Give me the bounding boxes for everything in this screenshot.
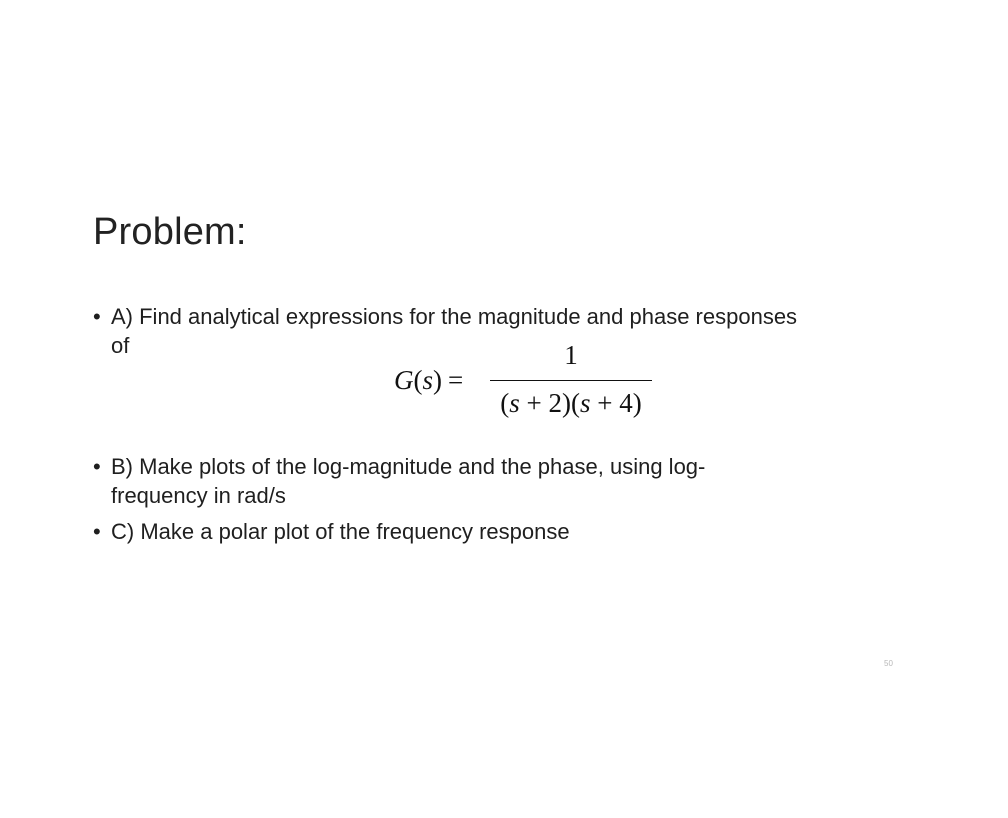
bullet-c-line-1: C) Make a polar plot of the frequency response: [111, 519, 570, 544]
denominator-var-2: s: [580, 388, 591, 418]
bullet-a-line-2: of: [111, 333, 130, 358]
equation-lhs-open: (: [413, 365, 423, 395]
bullet-marker: •: [93, 454, 101, 479]
slide-title: Problem:: [93, 211, 247, 253]
equation-lhs: [394, 365, 463, 396]
bullet-b-line-2: frequency in rad/s: [111, 483, 286, 508]
equation-numerator: 1: [564, 340, 578, 370]
denominator-open: (: [500, 388, 510, 418]
equation-lhs-close: ): [433, 365, 443, 395]
bullet-marker: •: [93, 304, 101, 329]
equation-function-name: G: [394, 365, 414, 395]
page-number: 50: [884, 659, 893, 668]
denominator-term-1: + 2)(: [519, 388, 580, 418]
fraction-bar: [490, 380, 652, 381]
denominator-term-2: + 4): [590, 388, 642, 418]
bullet-a-line-1: A) Find analytical expressions for the magnitude and phase responses: [111, 304, 798, 329]
transfer-function-equation: [390, 340, 670, 430]
bullet-marker: •: [93, 519, 101, 544]
denominator-var-1: s: [509, 388, 520, 418]
equation-lhs-variable: s: [422, 365, 434, 395]
bullet-b-line-1: B) Make plots of the log-magnitude and the phase, using log-: [111, 454, 706, 479]
equation-denominator: [490, 388, 652, 419]
equation-equals: =: [448, 365, 464, 395]
